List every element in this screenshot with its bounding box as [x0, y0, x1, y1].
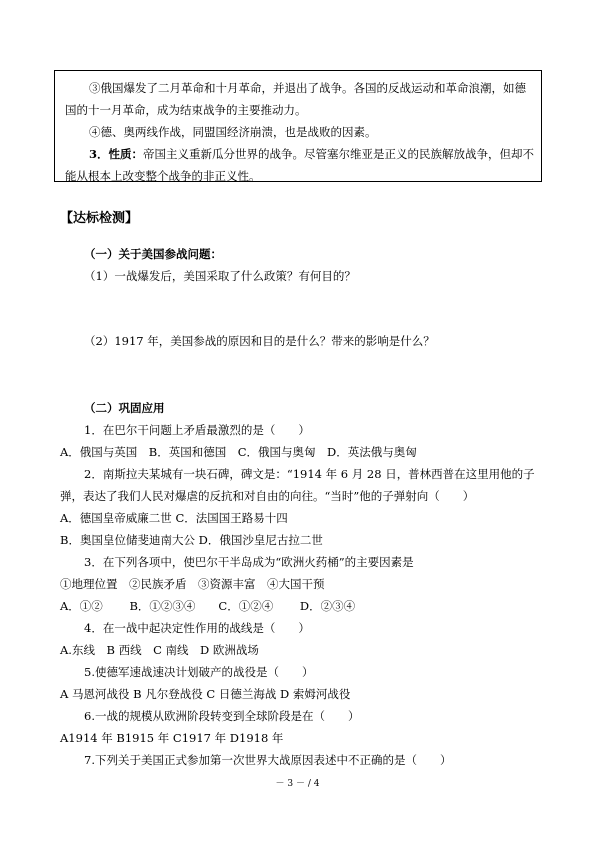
- nature-text: 帝国主义重新瓜分世界的战争。尽管塞尔维亚是正义的民族解放战争，但却不: [143, 147, 535, 161]
- summary-paragraph-3b: 国的十一月革命，成为结束战争的主要推动力。: [65, 103, 307, 117]
- question-line: 2．南斯拉夫某城有一块石碑，碑文是：“1914 年 6 月 28 日，普林西普在这里用他的子: [84, 467, 535, 481]
- summary-nature-line-2: 能从根本上改变整个战争的非正义性。: [65, 169, 261, 183]
- question-line: 6.一战的规模从欧洲阶段转变到全球阶段是在（ ）: [84, 709, 360, 723]
- question-line: ①地理位置 ②民族矛盾 ③资源丰富 ④大国干预: [60, 577, 325, 591]
- summary-paragraph-4: ④德、奥两线作战，同盟国经济崩溃，也是战败的因素。: [89, 125, 377, 139]
- question-line: A1914 年 B1915 年 C1917 年 D1918 年: [60, 731, 284, 745]
- summary-box: [54, 70, 542, 182]
- question-line: A．俄国与英国 B．英国和德国 C．俄国与奥匈 D．英法俄与奥匈: [60, 445, 417, 459]
- question-line: A．①② B．①②③④ C．①②④ D．②③④: [60, 599, 356, 613]
- question-line: 弹，表达了我们人民对爆虐的反抗和对自由的向往。“当时”他的子弹射向（ ）: [60, 489, 475, 503]
- part1-question-1: （1）一战爆发后，美国采取了什么政策？有何目的？: [84, 269, 356, 283]
- nature-label: 3．性质：: [89, 147, 144, 161]
- summary-nature-line: [65, 143, 533, 165]
- part1-q2-block: [60, 330, 435, 352]
- question-line: B．奥国皇位储斐迪南大公 D．俄国沙皇尼古拉二世: [60, 533, 323, 547]
- page-number: － 3 － / 4: [275, 779, 320, 789]
- part2: [60, 397, 535, 771]
- question-line: A 马恩河战役 B 凡尔登战役 C 日德兰海战 D 索姆河战役: [60, 687, 351, 701]
- question-line: 5.使德军速战速决计划破产的战役是（ ）: [84, 665, 314, 679]
- question-line: 3．在下列各项中，使巴尔干半岛成为“欧洲火药桶”的主要因素是: [84, 555, 414, 569]
- part2-questions: [60, 419, 535, 771]
- part1-question-2: （2）1917 年，美国参战的原因和目的是什么？带来的影响是什么？: [84, 334, 435, 348]
- section-title: 【达标检测】: [60, 211, 139, 226]
- question-line: 1．在巴尔干问题上矛盾最激烈的是（ ）: [84, 423, 310, 437]
- question-line: A．德国皇帝威廉二世 C．法国国王路易十四: [60, 511, 288, 525]
- part1-title: （一）关于美国参战问题：: [84, 247, 222, 261]
- question-line: 4．在一战中起决定性作用的战线是（ ）: [84, 621, 310, 635]
- part2-title: （二）巩固应用: [84, 401, 165, 415]
- part1: [60, 243, 356, 287]
- question-line: 7.下列关于美国正式参加第一次世界大战原因表述中不正确的是（ ）: [84, 753, 452, 767]
- question-line: A.东线 B 西线 C 南线 D 欧洲战场: [60, 643, 259, 657]
- summary-paragraph-3a: ③俄国爆发了二月革命和十月革命，并退出了战争。各国的反战运动和革命浪潮，如德: [89, 81, 526, 95]
